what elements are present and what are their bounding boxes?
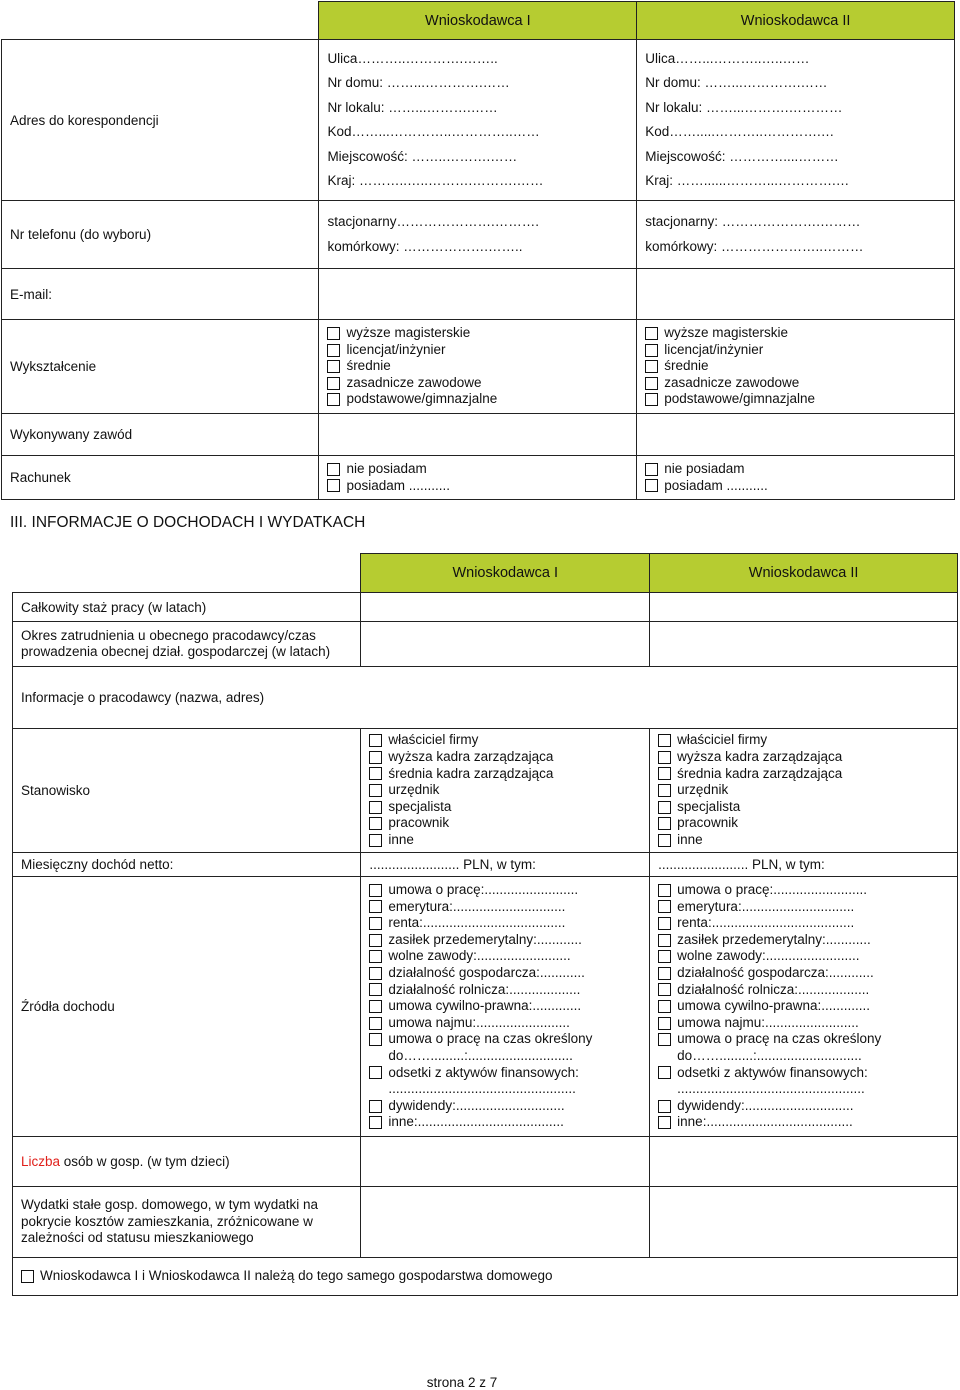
education-label: Wykształcenie xyxy=(2,320,319,414)
checkbox-icon[interactable] xyxy=(327,463,340,476)
position-option[interactable]: wyższa kadra zarządzająca xyxy=(658,749,949,766)
checkbox-icon[interactable] xyxy=(369,1116,382,1129)
checkbox-icon[interactable] xyxy=(645,327,658,340)
email-applicant-2[interactable] xyxy=(637,269,955,320)
income-source-option[interactable]: wolne zawody:......................... xyxy=(369,948,641,965)
checkbox-icon[interactable] xyxy=(658,934,671,947)
checkbox-icon[interactable] xyxy=(369,1100,382,1113)
checkbox-icon[interactable] xyxy=(369,917,382,930)
income-source-option[interactable]: umowa cywilno-prawna:............. xyxy=(369,998,641,1015)
income-source-option[interactable]: działalność rolnicza:................... xyxy=(658,982,949,999)
house-number-field[interactable]: Nr domu: ……...………….…… xyxy=(645,75,828,90)
seniority-applicant-1[interactable] xyxy=(361,593,650,622)
education-option[interactable]: zasadnicze zawodowe xyxy=(327,375,628,392)
checkbox-icon[interactable] xyxy=(658,983,671,996)
checkbox-icon[interactable] xyxy=(369,967,382,980)
fixed-expenses-applicant-1[interactable] xyxy=(361,1187,650,1258)
position-option[interactable]: inne xyxy=(369,832,641,849)
fixed-expenses-applicant-2[interactable] xyxy=(650,1187,958,1258)
income-source-option[interactable]: działalność gospodarcza:............ xyxy=(658,965,949,982)
checkbox-icon[interactable] xyxy=(21,1270,34,1283)
checkbox-icon[interactable] xyxy=(369,1000,382,1013)
street-field[interactable]: Ulica……...………..…..…… xyxy=(645,50,810,66)
household-size-label-rest: osób w gosp. (w tym dzieci) xyxy=(60,1154,230,1169)
account-option[interactable]: posiadam ........... xyxy=(645,478,946,495)
checkbox-icon[interactable] xyxy=(327,377,340,390)
street-field[interactable]: Ulica………..………….…….. xyxy=(327,50,498,66)
city-field[interactable]: Miejscowość: ……..……….…… xyxy=(327,148,518,164)
country-field[interactable]: Kraj: ……......………...………….… xyxy=(645,173,850,188)
education-option[interactable]: podstawowe/gimnazjalne xyxy=(645,391,946,408)
checkbox-icon[interactable] xyxy=(658,900,671,913)
email-applicant-1[interactable] xyxy=(319,269,637,320)
mobile-field[interactable]: komórkowy: ……………….…….. xyxy=(327,238,523,254)
position-applicant-1 xyxy=(361,729,650,853)
checkbox-icon[interactable] xyxy=(658,784,671,797)
checkbox-icon[interactable] xyxy=(658,1066,671,1079)
income-source-option[interactable]: działalność rolnicza:................... xyxy=(369,982,641,999)
household-size-label-red: Liczba xyxy=(21,1154,61,1169)
employment-period-applicant-1[interactable] xyxy=(361,622,650,667)
income-source-option[interactable]: odsetki z aktywów finansowych: xyxy=(369,1065,641,1082)
position-option[interactable]: urzędnik xyxy=(658,782,949,799)
checkbox-icon[interactable] xyxy=(658,834,671,847)
net-income-applicant-2[interactable]: ........................ PLN, w tym: xyxy=(650,853,958,877)
income-source-continuation[interactable]: do…….........:............................ xyxy=(388,1047,573,1063)
account-label: Rachunek xyxy=(2,456,319,500)
checkbox-icon[interactable] xyxy=(658,884,671,897)
header-applicant-2: Wnioskodawca II xyxy=(650,554,958,593)
employer-info-label[interactable]: Informacje o pracodawcy (nazwa, adres) xyxy=(13,667,958,729)
position-option[interactable]: właściciel firmy xyxy=(369,732,641,749)
income-source-option[interactable]: renta:...................................... xyxy=(369,915,641,932)
income-source-option[interactable]: umowa najmu:......................... xyxy=(369,1015,641,1032)
education-option[interactable]: wyższe magisterskie xyxy=(327,325,628,342)
checkbox-icon[interactable] xyxy=(658,950,671,963)
education-applicant-2 xyxy=(637,320,955,414)
income-expenses-table xyxy=(12,553,958,1296)
checkbox-icon[interactable] xyxy=(369,834,382,847)
position-option[interactable]: pracownik xyxy=(658,815,949,832)
city-field[interactable]: Miejscowość: …………....……… xyxy=(645,148,839,164)
address-applicant-2[interactable] xyxy=(637,40,955,201)
checkbox-icon[interactable] xyxy=(369,884,382,897)
postal-code-field[interactable]: Kod……...…………..…………..…… xyxy=(327,124,540,139)
checkbox-icon[interactable] xyxy=(327,479,340,492)
account-applicant-1 xyxy=(319,456,637,500)
checkbox-icon[interactable] xyxy=(369,801,382,814)
account-option[interactable]: nie posiadam xyxy=(645,461,946,478)
employment-period-label: Okres zatrudnienia u obecnego pracodawcy/czas prowadzenia obecnej dział. gospodarczej (w latach) xyxy=(13,622,361,667)
checkbox-icon[interactable] xyxy=(645,393,658,406)
position-option[interactable]: właściciel firmy xyxy=(658,732,949,749)
income-source-option[interactable]: umowa o pracę na czas określony xyxy=(369,1031,641,1048)
checkbox-icon[interactable] xyxy=(658,817,671,830)
income-source-option[interactable]: renta:...................................... xyxy=(658,915,949,932)
position-option[interactable]: inne xyxy=(658,832,949,849)
position-applicant-2 xyxy=(650,729,958,853)
income-source-option[interactable]: emerytura:.............................. xyxy=(658,899,949,916)
landline-field[interactable]: stacjonarny………………….………. xyxy=(327,214,539,229)
position-label: Stanowisko xyxy=(13,729,361,853)
position-option[interactable]: wyższa kadra zarządzająca xyxy=(369,749,641,766)
net-income-label: Miesięczny dochód netto: xyxy=(13,853,361,877)
landline-field[interactable]: stacjonarny: ………………….……… xyxy=(645,214,861,229)
household-size-applicant-1[interactable] xyxy=(361,1137,650,1187)
empty-corner xyxy=(2,2,319,40)
account-option[interactable]: nie posiadam xyxy=(327,461,628,478)
profession-label: Wykonywany zawód xyxy=(2,414,319,456)
checkbox-icon[interactable] xyxy=(658,917,671,930)
checkbox-icon[interactable] xyxy=(645,377,658,390)
checkbox-icon[interactable] xyxy=(658,801,671,814)
email-label: E-mail: xyxy=(2,269,319,320)
education-applicant-1 xyxy=(319,320,637,414)
checkbox-icon[interactable] xyxy=(645,479,658,492)
account-option[interactable]: posiadam ........... xyxy=(327,478,628,495)
phone-label: Nr telefonu (do wyboru) xyxy=(2,201,319,269)
income-source-option[interactable]: umowa o pracę:......................... xyxy=(369,882,641,899)
seniority-label: Całkowity staż pracy (w latach) xyxy=(13,593,361,622)
address-applicant-1[interactable] xyxy=(319,40,637,201)
income-source-option[interactable]: umowa o pracę na czas określony xyxy=(658,1031,949,1048)
income-sources-label: Źródła dochodu xyxy=(13,877,361,1137)
profession-applicant-1[interactable] xyxy=(319,414,637,456)
income-source-option[interactable]: odsetki z aktywów finansowych: xyxy=(658,1065,949,1082)
income-source-option[interactable]: umowa o pracę:......................... xyxy=(658,882,949,899)
income-source-option[interactable]: wolne zawody:......................... xyxy=(658,948,949,965)
checkbox-icon[interactable] xyxy=(645,344,658,357)
header-applicant-1: Wnioskodawca I xyxy=(319,2,637,40)
checkbox-icon[interactable] xyxy=(658,1116,671,1129)
checkbox-icon[interactable] xyxy=(658,967,671,980)
checkbox-icon[interactable] xyxy=(369,1017,382,1030)
phone-applicant-1[interactable] xyxy=(319,201,637,269)
income-sources-applicant-1 xyxy=(361,877,650,1137)
same-household-row xyxy=(13,1258,958,1296)
house-number-field[interactable]: Nr domu: ……...………….…… xyxy=(327,75,510,90)
applicant-details-table xyxy=(1,1,955,500)
income-sources-applicant-2 xyxy=(650,877,958,1137)
same-household-option[interactable]: Wnioskodawca I i Wnioskodawca II należą do tego samego gospodarstwa domowego xyxy=(21,1268,949,1285)
checkbox-icon[interactable] xyxy=(658,1017,671,1030)
employment-period-applicant-2[interactable] xyxy=(650,622,958,667)
income-source-option[interactable]: inne:....................................... xyxy=(369,1114,641,1131)
checkbox-icon[interactable] xyxy=(369,734,382,747)
checkbox-icon[interactable] xyxy=(369,983,382,996)
income-source-option[interactable]: inne:....................................... xyxy=(658,1114,949,1131)
household-size-applicant-2[interactable] xyxy=(650,1137,958,1187)
checkbox-icon[interactable] xyxy=(658,1100,671,1113)
checkbox-icon[interactable] xyxy=(369,1066,382,1079)
checkbox-icon[interactable] xyxy=(369,767,382,780)
income-source-option[interactable]: dywidendy:............................. xyxy=(369,1098,641,1115)
income-source-option[interactable]: działalność gospodarcza:............ xyxy=(369,965,641,982)
income-source-option[interactable]: zasiłek przedemerytalny:............ xyxy=(369,932,641,949)
income-source-option[interactable]: umowa najmu:......................... xyxy=(658,1015,949,1032)
education-option[interactable]: średnie xyxy=(327,358,628,375)
checkbox-icon[interactable] xyxy=(369,817,382,830)
checkbox-icon[interactable] xyxy=(369,751,382,764)
education-option[interactable]: średnie xyxy=(645,358,946,375)
checkbox-icon[interactable] xyxy=(327,344,340,357)
education-option[interactable]: podstawowe/gimnazjalne xyxy=(327,391,628,408)
income-source-option[interactable]: emerytura:.............................. xyxy=(369,899,641,916)
account-applicant-2 xyxy=(637,456,955,500)
postal-code-field[interactable]: Kod…….....………..………….… xyxy=(645,124,835,139)
checkbox-icon[interactable] xyxy=(645,463,658,476)
section-heading: III. INFORMACJE O DOCHODACH I WYDATKACH xyxy=(10,514,366,531)
position-option[interactable]: specjalista xyxy=(658,799,949,816)
income-source-option[interactable]: zasiłek przedemerytalny:............ xyxy=(658,932,949,949)
header-applicant-2: Wnioskodawca II xyxy=(637,2,955,40)
country-field[interactable]: Kraj: ………..…..……….……….…… xyxy=(327,173,544,188)
phone-applicant-2[interactable] xyxy=(637,201,955,269)
checkbox-icon[interactable] xyxy=(658,1033,671,1046)
fixed-expenses-label: Wydatki stałe gosp. domowego, w tym wydatki na pokrycie kosztów zamieszkania, zróżnicowane w zależności od statusu mieszkaniowego xyxy=(13,1187,361,1258)
checkbox-icon[interactable] xyxy=(327,393,340,406)
income-source-continuation[interactable]: .................................................. xyxy=(388,1081,576,1097)
checkbox-icon[interactable] xyxy=(658,734,671,747)
checkbox-icon[interactable] xyxy=(369,1033,382,1046)
position-option[interactable]: specjalista xyxy=(369,799,641,816)
position-option[interactable]: pracownik xyxy=(369,815,641,832)
position-option[interactable]: średnia kadra zarządzająca xyxy=(658,766,949,783)
income-source-option[interactable]: umowa cywilno-prawna:............. xyxy=(658,998,949,1015)
checkbox-icon[interactable] xyxy=(369,934,382,947)
checkbox-icon[interactable] xyxy=(369,900,382,913)
education-option[interactable]: licencjat/inżynier xyxy=(327,342,628,359)
page-number: strona 2 z 7 xyxy=(426,1375,498,1390)
position-option[interactable]: urzędnik xyxy=(369,782,641,799)
net-income-applicant-1[interactable]: ........................ PLN, w tym: xyxy=(361,853,650,877)
position-option[interactable]: średnia kadra zarządzająca xyxy=(369,766,641,783)
seniority-applicant-2[interactable] xyxy=(650,593,958,622)
checkbox-icon[interactable] xyxy=(645,360,658,373)
profession-applicant-2[interactable] xyxy=(637,414,955,456)
income-source-continuation[interactable]: do…….........:............................ xyxy=(677,1047,862,1063)
mobile-field[interactable]: komórkowy: …………………..……… xyxy=(645,238,864,254)
education-option[interactable]: licencjat/inżynier xyxy=(645,342,946,359)
checkbox-icon[interactable] xyxy=(327,327,340,340)
flat-number-field[interactable]: Nr lokalu: ……...……….…… xyxy=(327,99,498,115)
checkbox-icon[interactable] xyxy=(369,784,382,797)
checkbox-icon[interactable] xyxy=(658,751,671,764)
household-size-label xyxy=(13,1137,361,1187)
empty-corner xyxy=(13,554,361,593)
flat-number-field[interactable]: Nr lokalu: ……...……….………… xyxy=(645,99,843,115)
income-source-continuation[interactable]: .................................................. xyxy=(677,1081,865,1097)
checkbox-icon[interactable] xyxy=(369,950,382,963)
address-label: Adres do korespondencji xyxy=(2,40,319,201)
header-applicant-1: Wnioskodawca I xyxy=(361,554,650,593)
checkbox-icon[interactable] xyxy=(658,767,671,780)
checkbox-icon[interactable] xyxy=(658,1000,671,1013)
income-source-option[interactable]: dywidendy:............................. xyxy=(658,1098,949,1115)
education-option[interactable]: wyższe magisterskie xyxy=(645,325,946,342)
checkbox-icon[interactable] xyxy=(327,360,340,373)
education-option[interactable]: zasadnicze zawodowe xyxy=(645,375,946,392)
